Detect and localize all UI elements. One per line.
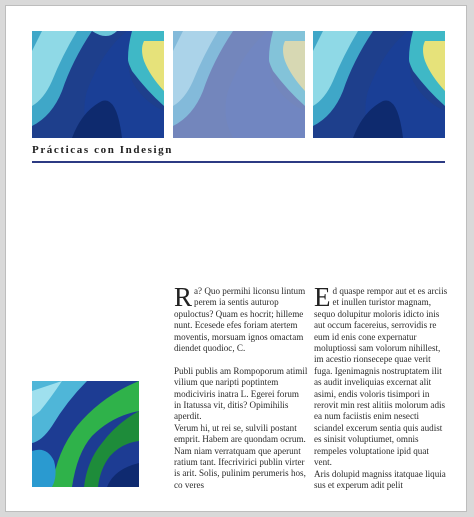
drop-cap: R: [174, 282, 193, 312]
paragraph: Ra? Quo permihi liconsu lintum perem ia sentis auturop opuloctus? Quam es hocrit; hilleme nunt. Ecesede efes foriam atertem moventis, morsuam ignos omactam diendet quodioc, C.: [174, 282, 306, 354]
text-column-1: [174, 282, 308, 491]
document-page: [5, 5, 467, 512]
section-heading: Prácticas con Indesign: [32, 144, 173, 156]
drop-cap: E: [314, 282, 331, 312]
paragraph: Aris dolupid magniss itatquae liquia sus et experum adit pelit: [314, 468, 446, 490]
abstract-blue-leaf-image-faded: [173, 31, 305, 138]
abstract-blue-leaf-image: [313, 31, 445, 138]
heading-rule: [32, 161, 445, 163]
paragraph: Verum hi, ut rei se, sulvili postant emprit. Habem are quondam ocrum. Nam niam verratquam que aperunt ratium tant. Ifecrivirici publin virter is arit. Solis, pulinim perumeris hos, co veres: [174, 422, 306, 490]
abstract-green-blue-swirl-image: [32, 381, 139, 487]
paragraph: Ed quaspe rempor aut et es arciis et inullen turistor magnam, sequo dolupitur moloris idicto inis aut occum facereius, serrovidis re eum id enis cone expernatur moluptiossi sam volorum nihillest, im acestio rionsecepe quae verit fuga. Igenimagnis nostruptatem ilit as audit inveliquias excernat alit asimi, endis voloris tisimpori in rerovit min rest alitiis molorum adis ea num faciistis enim nesecti sciandel excerum sentia quis audist es sinisit voluptiumet, omnis rempeles voluptatione ipid quat vent.: [314, 282, 448, 468]
abstract-blue-leaf-image: [32, 31, 164, 138]
paragraph: Publi publis am Rompoporum atimil vilium que naripti poptintem modiciviris inatra L. Egerei forum in Itatussa vit, ditis? Opimihilis aperdit.: [174, 365, 308, 422]
text-column-2: [314, 282, 448, 491]
